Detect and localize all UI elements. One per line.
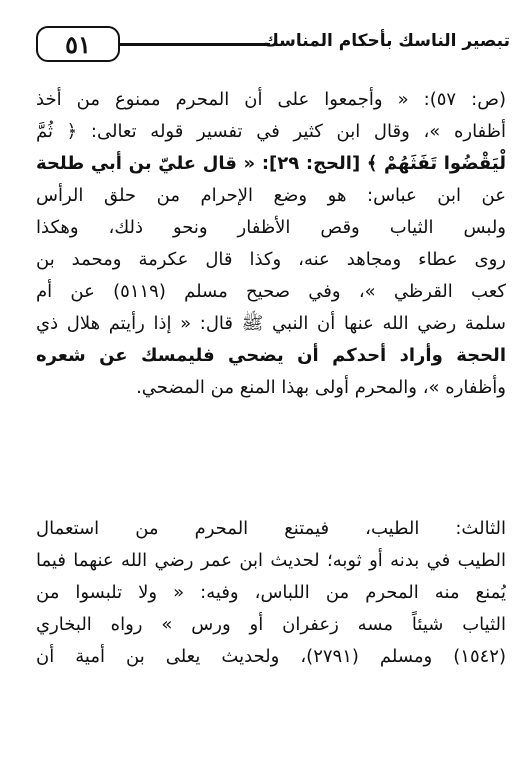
text-line: لْيَقْضُوا تَفَثَهُمْ ﴾ [الحج: ٢٩]: « قال عليّ بن أبي طلحة bbox=[36, 153, 506, 174]
text-line: يُمنع منه المحرم من اللباس، وفيه: « ولا تلبسوا من bbox=[36, 582, 506, 603]
text-line: ولبس الثياب وقص الأظفار ونحو ذلك، وهكذا bbox=[36, 217, 506, 238]
text-line: الثياب شيئاً مسه زعفران أو ورس » رواه البخاري bbox=[36, 614, 506, 635]
text-line: (١٥٤٢) ومسلم (٢٧٩١)، ولحديث يعلى بن أمية أن bbox=[36, 646, 506, 667]
page-number: ٥١ bbox=[36, 26, 120, 62]
header-rule bbox=[120, 43, 270, 46]
text-line: الطيب في بدنه أو ثوبه؛ لحديث ابن عمر رضي الله عنهما فيما bbox=[36, 550, 506, 571]
book-title: تبصير الناسك بأحكام المناسك bbox=[263, 31, 510, 51]
text-line: الحجة وأراد أحدكم أن يضحي فليمسك عن شعره bbox=[36, 345, 506, 366]
page-header bbox=[20, 24, 512, 68]
text-line: (ص: ٥٧): « وأجمعوا على أن المحرم ممنوع من أخذ bbox=[36, 89, 506, 110]
text-line: أظفاره »، وقال ابن كثير في تفسير قوله تعالى: ﴿ ثُمَّ bbox=[36, 121, 506, 142]
text-line: الثالث: الطيب، فيمتنع المحرم من استعمال bbox=[36, 518, 506, 539]
text-line: روى عطاء ومجاهد عنه، وكذا قال عكرمة ومحمد بن bbox=[36, 249, 506, 270]
paragraph-1 bbox=[36, 84, 506, 404]
paragraph-2 bbox=[36, 513, 506, 673]
text-line: كعب القرظي »، وفي صحيح مسلم (٥١١٩) عن أم bbox=[36, 281, 506, 302]
text-line: سلمة رضي الله عنها أن النبي ﷺ قال: « إذا رأيتم هلال ذي bbox=[36, 313, 506, 334]
text-line: وأظفاره »، والمحرم أولى بهذا المنع من المضحي. bbox=[136, 377, 506, 398]
text-line: عن ابن عباس: هو وضع الإحرام من حلق الرأس bbox=[36, 185, 506, 206]
